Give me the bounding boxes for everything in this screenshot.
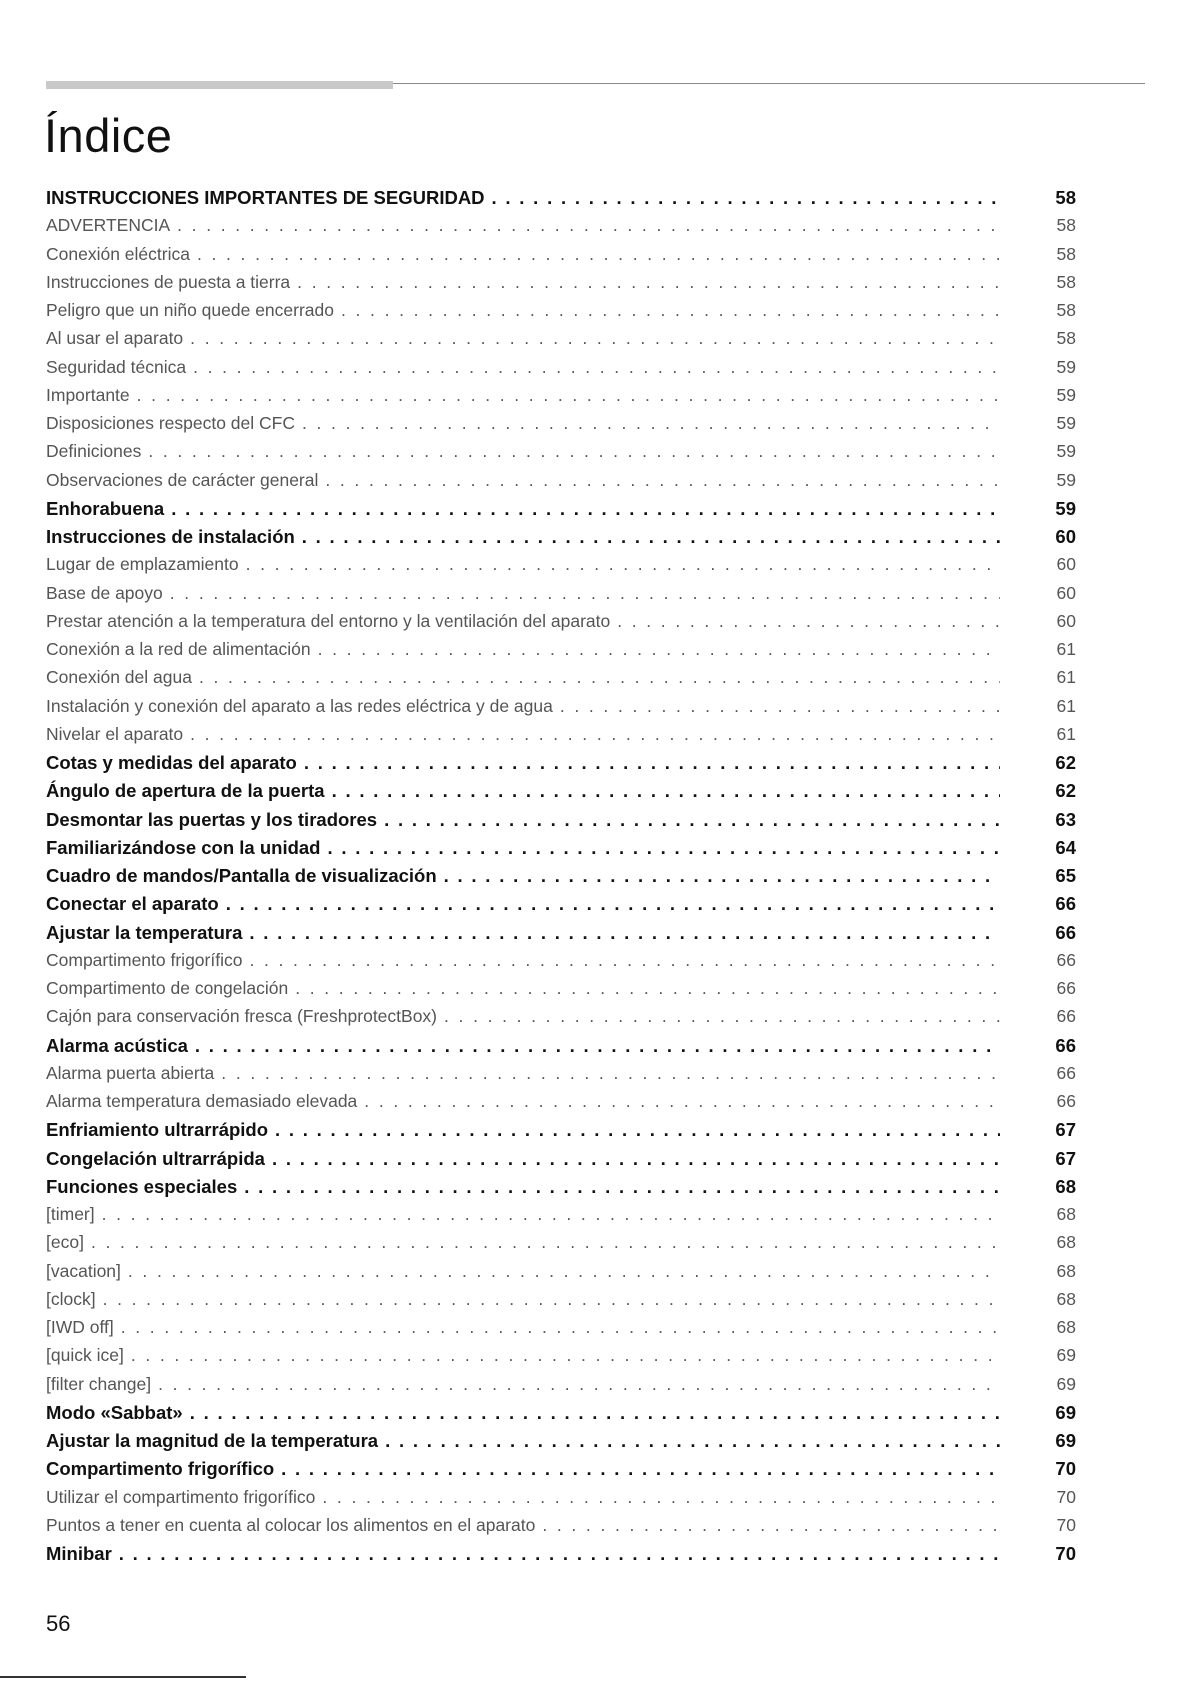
toc-entry (46, 950, 1076, 978)
header-rule-thick (46, 81, 393, 89)
toc-entry-title: Base de apoyo (46, 582, 163, 603)
dot-leader (190, 724, 1000, 745)
dot-leader (148, 441, 1000, 462)
dot-leader (193, 357, 1000, 378)
toc-entry (46, 1035, 1076, 1063)
dot-leader (121, 1317, 1000, 1338)
toc-entry-page: 59 (1055, 497, 1076, 519)
toc-entry-title: Compartimento frigorífico (46, 1458, 275, 1480)
toc-entry-title: Conexión del agua (46, 667, 192, 688)
toc-entry (46, 1204, 1076, 1232)
toc-entry-page: 66 (1056, 949, 1076, 970)
dot-leader (91, 1232, 1000, 1253)
dot-leader (444, 865, 1000, 887)
dot-leader (131, 1345, 1000, 1366)
toc-entry-page: 68 (1056, 1317, 1076, 1337)
toc-entry (46, 498, 1076, 526)
toc-entry-page: 58 (1056, 300, 1076, 320)
toc-entry-title: Lugar de emplazamiento (46, 554, 239, 575)
toc-entry-page: 66 (1056, 1062, 1076, 1083)
toc-entry-title: [clock] (46, 1288, 96, 1309)
toc-entry-page: 66 (1056, 1091, 1076, 1111)
dot-leader (221, 1063, 1000, 1084)
toc-entry-page: 60 (1056, 582, 1076, 603)
dot-leader (492, 187, 1000, 209)
toc-entry-title: Seguridad técnica (46, 356, 187, 377)
toc-entry (46, 1515, 1076, 1543)
toc-entry (46, 1402, 1076, 1430)
toc-entry-title: Modo «Sabbat» (46, 1401, 183, 1423)
toc-entry (46, 724, 1076, 752)
dot-leader (341, 300, 1000, 321)
dot-leader (275, 1119, 1000, 1141)
dot-leader (272, 1148, 1000, 1170)
toc-entry-page: 66 (1055, 921, 1076, 943)
toc-entry (46, 1261, 1076, 1289)
toc-entry (46, 1487, 1076, 1515)
toc-entry-page: 66 (1055, 1034, 1076, 1056)
toc-entry (46, 1543, 1076, 1571)
toc-entry-page: 61 (1056, 639, 1076, 659)
toc-entry-title: Conexión a la red de alimentación (46, 639, 311, 659)
toc-entry-title: Puntos a tener en cuenta al colocar los alimentos en el aparato (46, 1514, 536, 1535)
dot-leader (384, 809, 1000, 831)
toc-entry (46, 328, 1076, 356)
toc-entry-title: Cuadro de mandos/Pantalla de visualización (46, 865, 437, 886)
dot-leader (199, 667, 1000, 688)
toc-entry-title: Nivelar el aparato (46, 723, 184, 744)
toc-entry-page: 70 (1055, 1458, 1076, 1480)
toc-entry-page: 59 (1056, 356, 1076, 377)
toc-entry-page: 61 (1056, 723, 1076, 744)
toc-entry (46, 865, 1076, 893)
toc-entry-page: 60 (1056, 554, 1076, 575)
toc-entry-title: Ajustar la magnitud de la temperatura (46, 1430, 379, 1451)
toc-entry (46, 244, 1076, 272)
toc-entry-page: 59 (1056, 384, 1076, 405)
toc-entry (46, 1345, 1076, 1373)
dot-leader (385, 1430, 1000, 1452)
toc-entry-title: Instrucciones de puesta a tierra (46, 271, 291, 292)
dot-leader (444, 1006, 1000, 1027)
toc-entry-title: Enfriamiento ultrarrápido (46, 1119, 269, 1141)
toc-entry (46, 1289, 1076, 1317)
toc-entry-title: Cotas y medidas del aparato (46, 752, 297, 773)
toc-entry-title: [vacation] (46, 1260, 121, 1281)
toc-entry-title: Compartimento frigorífico (46, 949, 243, 970)
dot-leader (190, 328, 1000, 349)
toc-entry-page: 61 (1056, 667, 1076, 688)
toc-entry-title: Enhorabuena (46, 497, 165, 519)
toc-entry-title: Alarma temperatura demasiado elevada (46, 1091, 358, 1111)
toc-entry-title: [quick ice] (46, 1345, 124, 1366)
toc-entry-title: Congelación ultrarrápida (46, 1147, 265, 1169)
toc-entry (46, 526, 1076, 554)
dot-leader (304, 752, 1000, 774)
toc-entry-title: INSTRUCCIONES IMPORTANTES DE SEGURIDAD (46, 187, 485, 208)
toc-entry-page: 68 (1055, 1175, 1076, 1197)
toc-entry-title: Funciones especiales (46, 1175, 238, 1197)
toc-entry-page: 58 (1056, 215, 1076, 236)
dot-leader (197, 244, 1000, 265)
dot-leader (249, 922, 1000, 944)
toc-entry-page: 66 (1056, 1006, 1076, 1027)
toc-entry (46, 187, 1076, 215)
dot-leader (128, 1261, 1000, 1282)
toc-entry-page: 58 (1055, 187, 1076, 208)
toc-entry (46, 272, 1076, 300)
toc-entry (46, 1374, 1076, 1402)
toc-entry (46, 215, 1076, 243)
dot-leader (119, 1543, 1000, 1565)
toc-entry-page: 68 (1056, 1232, 1076, 1253)
toc-entry-title: Conectar el aparato (46, 893, 219, 915)
toc-entry (46, 611, 1076, 639)
toc-entry-title: Al usar el aparato (46, 328, 184, 349)
dot-leader (364, 1091, 1000, 1112)
toc-entry (46, 470, 1076, 498)
toc-entry-page: 69 (1056, 1345, 1076, 1366)
dot-leader (332, 780, 1000, 802)
toc-entry-page: 66 (1056, 978, 1076, 998)
toc-entry-page: 59 (1056, 469, 1076, 490)
dot-leader (281, 1458, 1000, 1480)
toc-entry-page: 59 (1056, 441, 1076, 462)
dot-leader (195, 1035, 1000, 1057)
toc-entry-page: 67 (1055, 1119, 1076, 1141)
dot-leader (170, 583, 1000, 604)
toc-entry (46, 554, 1076, 582)
toc-entry (46, 1176, 1076, 1204)
toc-entry (46, 893, 1076, 921)
toc-entry-title: Compartimento de congelación (46, 978, 289, 998)
toc-entry-title: [timer] (46, 1204, 95, 1224)
toc-entry-page: 70 (1056, 1486, 1076, 1507)
dot-leader (171, 498, 1000, 520)
toc-entry-title: Alarma acústica (46, 1034, 188, 1056)
dot-leader (158, 1374, 1000, 1395)
toc-entry (46, 1232, 1076, 1260)
header-rule-thin (393, 83, 1145, 84)
toc-entry-title: Instrucciones de instalación (46, 526, 295, 547)
dot-leader (327, 837, 1000, 859)
toc-entry (46, 667, 1076, 695)
toc-entry-title: Ángulo de apertura de la puerta (46, 780, 325, 802)
toc-entry (46, 357, 1076, 385)
toc-entry-title: Definiciones (46, 441, 142, 462)
dot-leader (246, 554, 1000, 575)
toc-entry-title: Disposiciones respecto del CFC (46, 413, 295, 433)
footer-rule (0, 1676, 246, 1678)
toc-entry-page: 70 (1056, 1514, 1076, 1535)
toc-entry-page: 62 (1055, 752, 1076, 773)
dot-leader (102, 1204, 1000, 1225)
toc-entry (46, 1317, 1076, 1345)
dot-leader (617, 611, 1000, 632)
dot-leader (190, 1402, 1000, 1424)
dot-leader (103, 1289, 1000, 1310)
toc-entry-title: Cajón para conservación fresca (FreshprotectBox) (46, 1006, 438, 1027)
toc-entry-page: 59 (1056, 413, 1076, 433)
page-number: 56 (46, 1611, 71, 1636)
dot-leader (244, 1176, 1000, 1198)
toc-entry-page: 58 (1056, 243, 1076, 264)
toc-entry (46, 639, 1076, 667)
toc-entry (46, 1458, 1076, 1486)
toc-entry-title: Utilizar el compartimento frigorífico (46, 1486, 316, 1507)
dot-leader (560, 696, 1000, 717)
toc-entry-page: 67 (1055, 1147, 1076, 1169)
toc-entry-page: 69 (1056, 1373, 1076, 1394)
dot-leader (542, 1515, 1000, 1536)
table-of-contents (46, 187, 1076, 1571)
toc-entry-page: 69 (1055, 1401, 1076, 1423)
toc-entry-page: 70 (1055, 1543, 1076, 1564)
toc-entry-title: Instalación y conexión del aparato a las redes eléctrica y de agua (46, 695, 553, 716)
dot-leader (177, 215, 1000, 236)
toc-entry (46, 1063, 1076, 1091)
toc-entry-title: Alarma puerta abierta (46, 1062, 215, 1083)
toc-entry-page: 64 (1055, 836, 1076, 858)
dot-leader (302, 526, 1000, 548)
dot-leader (302, 413, 1000, 434)
toc-entry-page: 61 (1056, 695, 1076, 716)
toc-entry (46, 780, 1076, 808)
toc-entry (46, 1119, 1076, 1147)
toc-entry (46, 1148, 1076, 1176)
toc-entry-title: ADVERTENCIA (46, 215, 171, 236)
toc-entry-page: 68 (1056, 1288, 1076, 1309)
dot-leader (322, 1487, 1000, 1508)
toc-entry-title: Familiarizándose con la unidad (46, 836, 321, 858)
toc-entry-title: Minibar (46, 1543, 112, 1564)
toc-entry (46, 413, 1076, 441)
page-title: Índice (44, 109, 173, 162)
toc-entry (46, 752, 1076, 780)
toc-entry (46, 696, 1076, 724)
toc-entry-title: Importante (46, 384, 130, 405)
toc-entry (46, 441, 1076, 469)
toc-entry-title: [eco] (46, 1232, 84, 1253)
dot-leader (297, 272, 1000, 293)
dot-leader (318, 639, 1000, 660)
toc-entry (46, 837, 1076, 865)
toc-entry-page: 62 (1055, 780, 1076, 802)
toc-entry-page: 63 (1055, 808, 1076, 830)
toc-entry-page: 65 (1055, 865, 1076, 886)
toc-entry-page: 58 (1056, 271, 1076, 292)
toc-entry-page: 60 (1056, 610, 1076, 631)
toc-entry (46, 300, 1076, 328)
toc-entry-title: Observaciones de carácter general (46, 469, 319, 490)
toc-entry (46, 1091, 1076, 1119)
toc-entry-page: 68 (1056, 1204, 1076, 1224)
toc-entry-page: 66 (1055, 893, 1076, 915)
dot-leader (295, 978, 1000, 999)
toc-entry (46, 1430, 1076, 1458)
dot-leader (137, 385, 1000, 406)
toc-entry-title: Desmontar las puertas y los tiradores (46, 808, 378, 830)
dot-leader (249, 950, 1000, 971)
toc-entry (46, 1006, 1076, 1034)
toc-entry (46, 809, 1076, 837)
toc-entry-title: Prestar atención a la temperatura del entorno y la ventilación del aparato (46, 610, 611, 631)
toc-entry (46, 385, 1076, 413)
toc-entry (46, 922, 1076, 950)
toc-entry-page: 69 (1055, 1430, 1076, 1451)
toc-entry-title: [IWD off] (46, 1317, 114, 1337)
toc-entry (46, 583, 1076, 611)
toc-entry-title: Peligro que un niño quede encerrado (46, 300, 334, 320)
toc-entry-title: Ajustar la temperatura (46, 921, 243, 943)
toc-entry-title: [filter change] (46, 1373, 152, 1394)
toc-entry-title: Conexión eléctrica (46, 243, 190, 264)
toc-entry-page: 58 (1056, 328, 1076, 349)
toc-entry (46, 978, 1076, 1006)
dot-leader (325, 470, 1000, 491)
dot-leader (226, 893, 1000, 915)
toc-entry-page: 68 (1056, 1260, 1076, 1281)
toc-entry-page: 60 (1055, 526, 1076, 547)
